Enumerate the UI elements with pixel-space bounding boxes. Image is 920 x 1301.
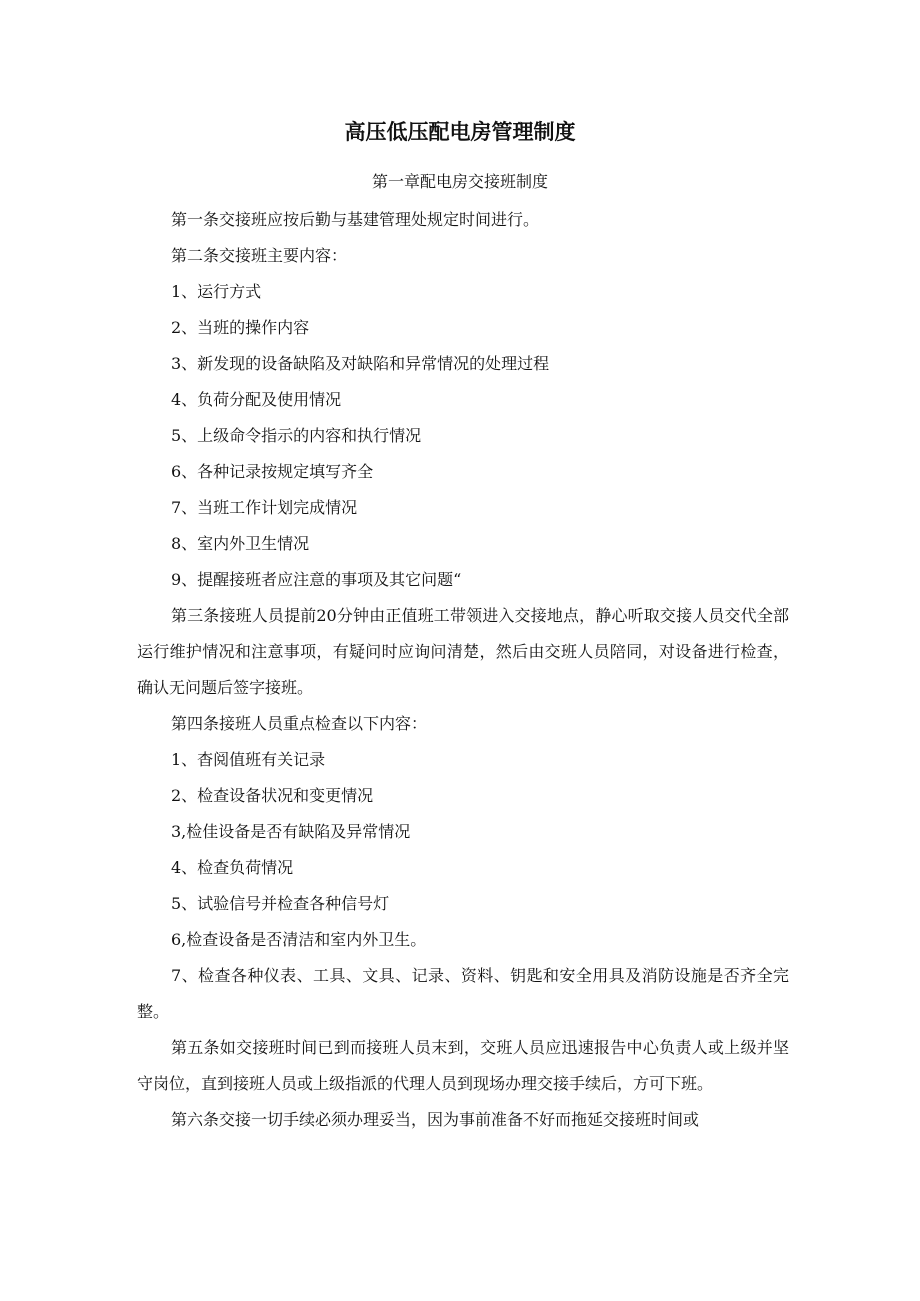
article-4-item: 3,检佳设备是否有缺陷及异常情况 — [171, 822, 411, 841]
document-title: 高压低压配电房管理制度 — [344, 120, 576, 144]
article-6: 第六条交接一切手续必须办理妥当，因为事前准备不好而拖延交接班时间或 — [171, 1110, 700, 1129]
chapter-heading: 第一章配电房交接班制度 — [371, 172, 548, 191]
article-4-heading: 第四条接班人员重点检查以下内容： — [171, 714, 428, 733]
article-3: 第三条接班人员提前20分钟由正值班工带领进入交接地点，静心听取交接人员交代全部运行维护情况和注意事项，有疑问时应询问清楚，然后由交班人员陪同，对设备进行检查，确认无问题后签字接班。 — [137, 606, 789, 697]
article-2-item: 7、当班工作计划完成情况 — [171, 498, 358, 517]
article-4-item: 2、检查设备状况和变更情况 — [171, 786, 374, 805]
article-2-heading: 第二条交接班主要内容： — [171, 246, 348, 265]
article-1: 第一条交接班应按后勤与基建管理处规定时间进行。 — [171, 210, 540, 229]
article-2-item: 6、各种记录按规定填写齐全 — [171, 462, 374, 481]
article-4-item: 4、检查负荷情况 — [171, 858, 294, 877]
article-2-item: 8、室内外卫生情况 — [171, 534, 310, 553]
article-2-item: 4、负荷分配及使用情况 — [171, 390, 342, 409]
article-2-item: 5、上级命令指示的内容和执行情况 — [171, 426, 422, 445]
article-4-item-7: 7、检查各种仪表、工具、文具、记录、资料、钥匙和安全用具及消防设施是否齐全完整。 — [137, 966, 789, 1021]
article-4-item: 1、杳阅值班有关记录 — [171, 750, 326, 769]
article-2-item: 3、新发现的设备缺陷及对缺陷和异常情况的处理过程 — [171, 354, 550, 373]
article-4-item: 5、试验信号并检查各种信号灯 — [171, 894, 390, 913]
article-4-item: 6,检查设备是否清洁和室内外卫生。 — [171, 930, 427, 949]
document-body — [137, 202, 789, 1138]
article-5: 第五条如交接班时间已到而接班人员末到，交班人员应迅速报告中心负责人或上级并坚守岗位，直到接班人员或上级指派的代理人员到现场办理交接手续后，方可下班。 — [137, 1038, 789, 1093]
article-2-item: 2、当班的操作内容 — [171, 318, 310, 337]
article-2-item: 9、提醒接班者应注意的事项及其它问题“ — [171, 570, 462, 589]
article-2-item: 1、运行方式 — [171, 282, 262, 301]
